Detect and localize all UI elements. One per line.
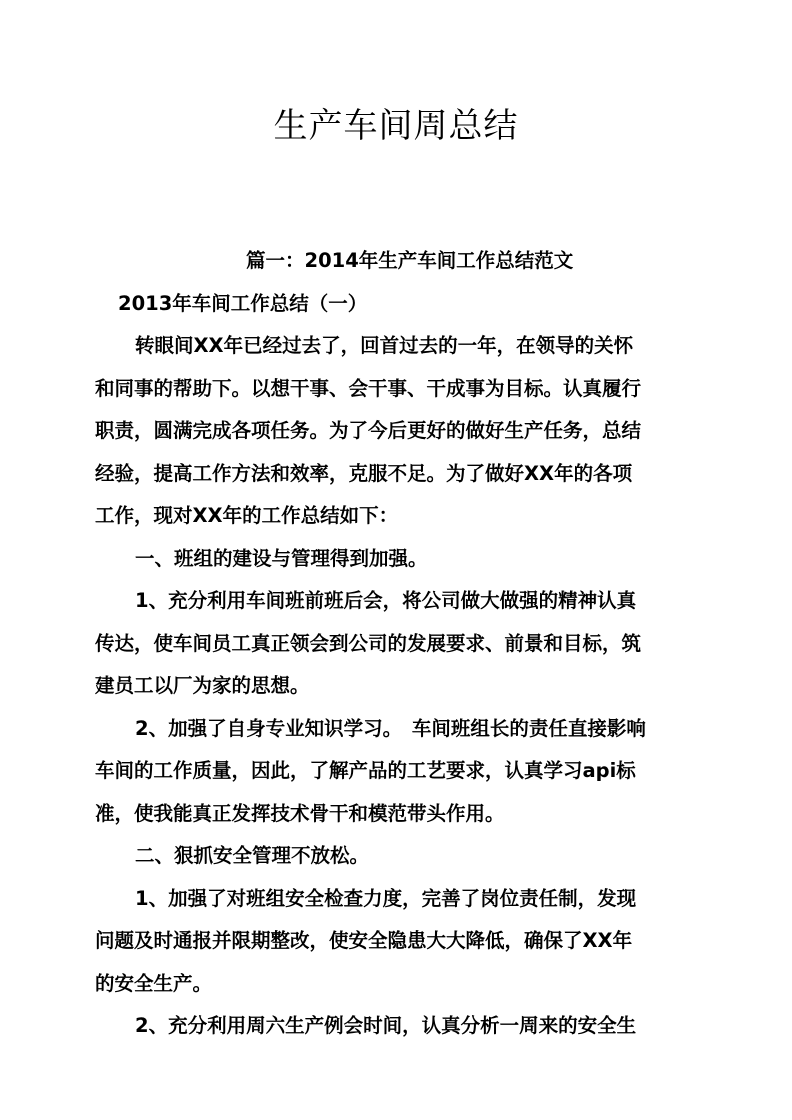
- paragraph-line: 1、充分利用车间班前班后会，将公司做大做强的精神认真: [135, 589, 637, 612]
- paragraph-line: 问题及时通报并限期整改，使安全隐患大大降低，确保了XX年: [95, 929, 633, 952]
- point-heading: 二、狠抓安全管理不放松。: [135, 844, 370, 867]
- paragraph-line: 建员工以厂为家的思想。: [95, 674, 310, 697]
- paragraph-line: 转眼间XX年已经过去了，回首过去的一年，在领导的关怀: [135, 334, 634, 357]
- section-heading: 篇一：2014年生产车间工作总结范文: [246, 249, 574, 272]
- paragraph-line: 和同事的帮助下。以想干事、会干事、干成事为目标。认真履行: [95, 377, 642, 400]
- paragraph-line: 传达，使车间员工真正领会到公司的发展要求、前景和目标，筑: [95, 632, 642, 655]
- point-heading: 一、班组的建设与管理得到加强。: [135, 547, 428, 570]
- paragraph-line: 工作，现对XX年的工作总结如下：: [95, 504, 399, 527]
- subsection-heading: 2013年车间工作总结（一）: [118, 292, 368, 315]
- paragraph-line: 2、加强了自身专业知识学习。 车间班组长的责任直接影响: [135, 717, 646, 740]
- document-title: 生产车间周总结: [273, 106, 519, 146]
- paragraph-line: 2、充分利用周六生产例会时间，认真分析一周来的安全生: [135, 1014, 637, 1037]
- paragraph-line: 经验，提高工作方法和效率，克服不足。为了做好XX年的各项: [95, 462, 633, 485]
- paragraph-line: 1、加强了对班组安全检查力度，完善了岗位责任制，发现: [135, 887, 637, 910]
- paragraph-line: 车间的工作质量，因此，了解产品的工艺要求，认真学习api标: [95, 759, 636, 782]
- paragraph-line: 的安全生产。: [95, 972, 213, 995]
- paragraph-line: 准，使我能真正发挥技术骨干和模范带头作用。: [95, 802, 505, 825]
- paragraph-line: 职责，圆满完成各项任务。为了今后更好的做好生产任务，总结: [95, 419, 642, 442]
